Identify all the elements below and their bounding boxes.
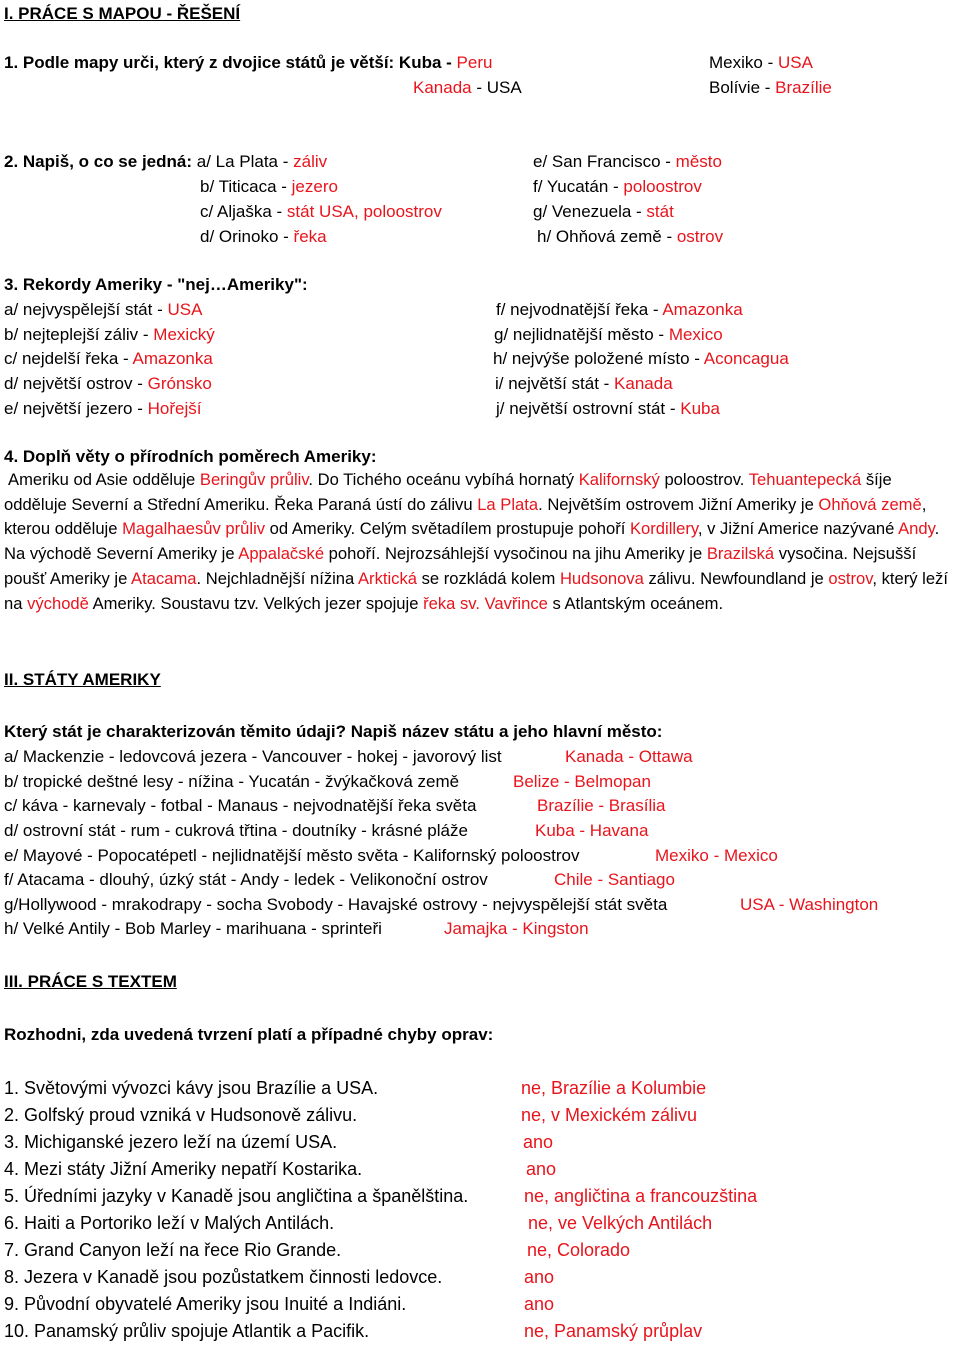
state-clue: h/ Velké Antily - Bob Marley - marihuana - sprinteři bbox=[4, 919, 382, 938]
q2-c-label: c/ Aljaška - bbox=[200, 202, 287, 221]
q1-pair-3 bbox=[413, 77, 522, 99]
statement: 10. Panamský průliv spojuje Atlantik a Pacifik. bbox=[4, 1321, 370, 1341]
statement-answer: ano bbox=[526, 1159, 557, 1179]
state-answer: Jamajka - Kingston bbox=[444, 919, 589, 938]
q4-answer: Kordillery bbox=[629, 519, 698, 539]
q4-answer: Andy bbox=[898, 519, 935, 539]
q1-pair-4 bbox=[709, 77, 832, 99]
q1-pair-2-label: Mexiko - bbox=[709, 53, 778, 72]
q3-d-answer: Grónsko bbox=[147, 374, 212, 393]
q3-f-answer: Amazonka bbox=[662, 300, 743, 319]
q3-e-answer: Hořejší bbox=[147, 399, 202, 418]
q2-c-answer: stát USA, poloostrov bbox=[286, 202, 442, 221]
statement: 1. Světovými vývozci kávy jsou Brazílie a USA. bbox=[4, 1078, 379, 1098]
q1-line-1 bbox=[4, 52, 492, 74]
q3-a-label: a/ nejvyspělejší stát - bbox=[4, 300, 168, 319]
q2-line-e bbox=[533, 151, 722, 173]
q2-a-label: a/ La Plata - bbox=[196, 152, 294, 171]
state-clue: e/ Mayové - Popocatépetl - nejlidnatější město světa - Kalifornský poloostrov bbox=[4, 846, 580, 865]
statement: 4. Mezi státy Jižní Ameriky nepatří Kostarika. bbox=[4, 1159, 363, 1179]
q3-f bbox=[496, 299, 743, 321]
q3-b-answer: Mexický bbox=[153, 325, 215, 344]
q4-answer: Arktická bbox=[357, 568, 417, 588]
q4-text: vysočina. Nejsušší poušť Ameriky je bbox=[4, 544, 917, 588]
q3-j-answer: Kuba bbox=[680, 399, 720, 418]
q3-d bbox=[4, 373, 212, 395]
q1-pair-2 bbox=[709, 52, 813, 74]
q4-answer: Beringův průliv bbox=[199, 470, 309, 489]
q3-j-label: j/ největší ostrovní stát - bbox=[496, 399, 681, 418]
q3-h-label: h/ nejvýše položené místo - bbox=[493, 349, 704, 368]
q4-text: Ameriku od Asie odděluje bbox=[8, 470, 200, 489]
q2-a-answer: záliv bbox=[293, 152, 328, 171]
q4-text: šíje odděluje Severní a Střední Ameriku. Řeka Paraná ústí do zálivu bbox=[4, 470, 892, 514]
q4-title: 4. Doplň věty o přírodních poměrech Ameriky: bbox=[4, 447, 377, 466]
q2-line-h bbox=[537, 226, 723, 248]
section-2-title: II. STÁTY AMERIKY bbox=[4, 670, 161, 689]
statement-answer: ne, ve Velkých Antilách bbox=[528, 1213, 713, 1233]
statement-answer: ano bbox=[523, 1132, 554, 1152]
q2-g-label: g/ Venezuela - bbox=[533, 202, 647, 221]
statement: 6. Haiti a Portoriko leží v Malých Antilách. bbox=[4, 1213, 335, 1233]
q2-e-label: e/ San Francisco - bbox=[533, 152, 676, 171]
q4-answer: Tehuantepecká bbox=[748, 470, 862, 489]
statement: 2. Golfský proud vzniká v Hudsonově zálivu. bbox=[4, 1105, 358, 1125]
statement: 8. Jezera v Kanadě jsou pozůstatkem činnosti ledovce. bbox=[4, 1267, 443, 1287]
q3-c-label: c/ nejdelší řeka - bbox=[4, 349, 133, 368]
q3-a bbox=[4, 299, 202, 321]
statement-answer: ne, angličtina a francouzština bbox=[524, 1186, 758, 1206]
statement-answer: ne, Brazílie a Kolumbie bbox=[521, 1078, 707, 1098]
q3-g-label: g/ nejlidnatější město - bbox=[494, 325, 669, 344]
q2-b-label: b/ Titicaca - bbox=[200, 177, 292, 196]
q2-line-b bbox=[200, 176, 338, 198]
q4-answer: ostrov bbox=[828, 568, 873, 588]
state-clue: c/ káva - karnevaly - fotbal - Manaus - nejvodnatější řeka světa bbox=[4, 796, 477, 815]
statement-answer: ne, v Mexickém zálivu bbox=[521, 1105, 698, 1125]
q2-h-label: h/ Ohňová země - bbox=[537, 227, 677, 246]
q4-answer: řeka sv. Vavřince bbox=[423, 593, 548, 613]
q4-text: , kterou odděluje bbox=[4, 494, 927, 539]
q3-h-answer: Aconcagua bbox=[703, 349, 789, 368]
section-3-prompt: Rozhodni, zda uvedená tvrzení platí a případné chyby oprav: bbox=[4, 1025, 494, 1044]
q1-answer-4: Brazílie bbox=[775, 78, 832, 97]
state-answer: Mexiko - Mexico bbox=[655, 846, 778, 865]
q4-answer: Appalačské bbox=[238, 544, 325, 564]
q1-answer-1: Peru bbox=[456, 53, 493, 72]
statement-answer: ano bbox=[524, 1267, 555, 1287]
q4-answer: Brazilská bbox=[706, 544, 775, 564]
q4-text: . Nejchladnější nížina bbox=[196, 568, 358, 588]
state-clue: f/ Atacama - dlouhý, úzký stát - Andy - ledek - Velikonoční ostrov bbox=[4, 870, 488, 889]
q4-text: s Atlantským oceánem. bbox=[547, 593, 724, 613]
statement: 3. Michiganské jezero leží na území USA. bbox=[4, 1132, 338, 1152]
statement-answer: ne, Colorado bbox=[527, 1240, 631, 1260]
q2-d-label: d/ Orinoko - bbox=[200, 227, 294, 246]
statement: 9. Původní obyvatelé Ameriky jsou Inuité a Indiáni. bbox=[4, 1294, 407, 1314]
q3-i-label: i/ největší stát - bbox=[495, 374, 615, 393]
q3-g-answer: Mexico bbox=[668, 325, 723, 344]
q4-text: . Na východě Severní Ameriky je bbox=[4, 519, 940, 564]
state-answer: Brazílie - Brasília bbox=[537, 796, 666, 815]
q4-answer: La Plata bbox=[477, 494, 539, 514]
q1-answer-2: USA bbox=[777, 53, 813, 72]
q4-text: se rozkládá kolem bbox=[416, 568, 560, 588]
q4-answer: východě bbox=[27, 593, 89, 613]
q4-text: zálivu. Newfoundland je bbox=[643, 568, 829, 588]
statement: 5. Úředními jazyky v Kanadě jsou angličtina a španělština. bbox=[4, 1186, 469, 1206]
q1-answer-3: Kanada bbox=[413, 78, 472, 97]
q4-text: od Ameriky. Celým světadílem prostupuje pohoří bbox=[265, 519, 630, 539]
q3-h bbox=[493, 348, 789, 370]
q4-text: pohoří. Nejrozsáhlejší vysočinou na jihu Ameriky je bbox=[324, 544, 707, 564]
q3-i bbox=[495, 373, 673, 395]
q2-line-a bbox=[4, 151, 327, 173]
section-2-prompt: Který stát je charakterizován těmito údaji? Napiš název státu a jeho hlavní město: bbox=[4, 722, 663, 741]
state-clue: b/ tropické deštné lesy - nížina - Yucatán - žvýkačková země bbox=[4, 772, 460, 791]
q3-c bbox=[4, 348, 213, 370]
q3-i-answer: Kanada bbox=[614, 374, 673, 393]
q4-answer: Magalhaesův průliv bbox=[122, 519, 266, 539]
q2-line-c bbox=[200, 201, 442, 223]
statement: 7. Grand Canyon leží na řece Rio Grande. bbox=[4, 1240, 342, 1260]
q2-line-g bbox=[533, 201, 674, 223]
q2-f-answer: poloostrov bbox=[623, 177, 702, 196]
q1-pair-4-label: Bolívie - bbox=[709, 78, 776, 97]
q4-answer: Kalifornský bbox=[578, 470, 660, 489]
q3-e-label: e/ největší jezero - bbox=[4, 399, 148, 418]
state-answer: Chile - Santiago bbox=[554, 870, 675, 889]
q4-text: poloostrov. bbox=[659, 470, 749, 489]
state-answer: Belize - Belmopan bbox=[513, 772, 651, 791]
q2-e-answer: město bbox=[675, 152, 722, 171]
q3-b-label: b/ nejteplejší záliv - bbox=[4, 325, 154, 344]
q2-line-d bbox=[200, 226, 327, 248]
section-3-title: III. PRÁCE S TEXTEM bbox=[4, 972, 177, 991]
q3-b bbox=[4, 324, 215, 346]
state-answer: Kuba - Havana bbox=[535, 821, 649, 840]
q3-a-answer: USA bbox=[167, 300, 203, 319]
q3-g bbox=[494, 324, 723, 346]
q1-pair-3-rest: - USA bbox=[471, 78, 522, 97]
q2-b-answer: jezero bbox=[291, 177, 338, 196]
state-answer: Kanada - Ottawa bbox=[565, 747, 693, 766]
q3-e bbox=[4, 398, 201, 420]
q2-prompt: 2. Napiš, o co se jedná: bbox=[4, 152, 197, 171]
q2-d-answer: řeka bbox=[293, 227, 327, 246]
q4-answer: Ohňová země bbox=[818, 494, 922, 514]
state-clue: a/ Mackenzie - ledovcová jezera - Vancouver - hokej - javorový list bbox=[4, 747, 502, 766]
q3-c-answer: Amazonka bbox=[132, 349, 213, 368]
q4-answer: Hudsonova bbox=[559, 568, 644, 588]
q4-text: . Největším ostrovem Jižní Ameriky je bbox=[538, 494, 819, 514]
state-clue: d/ ostrovní stát - rum - cukrová třtina - doutníky - krásné pláže bbox=[4, 821, 468, 840]
q3-d-label: d/ největší ostrov - bbox=[4, 374, 148, 393]
q4-text: , který leží na bbox=[4, 568, 948, 613]
state-clue: g/Hollywood - mrakodrapy - socha Svobody - Havajské ostrovy - nejvyspělejší stát světa bbox=[4, 895, 668, 914]
q2-line-f bbox=[533, 176, 702, 198]
q3-j bbox=[496, 398, 720, 420]
q4-answer: Atacama bbox=[131, 568, 197, 588]
q4-text: . Do Tichého oceánu vybíhá hornatý bbox=[308, 470, 579, 489]
q4-text: , v Jižní Americe nazývané bbox=[697, 519, 899, 539]
q4-text: Ameriky. Soustavu tzv. Velkých jezer spojuje bbox=[88, 593, 424, 613]
q2-g-answer: stát bbox=[646, 202, 674, 221]
q2-h-answer: ostrov bbox=[676, 227, 724, 246]
q3-f-label: f/ nejvodnatější řeka - bbox=[496, 300, 663, 319]
q1-prompt: 1. Podle mapy urči, který z dvojice států je větší: Kuba - bbox=[4, 53, 457, 72]
q4-paragraph bbox=[4, 468, 959, 616]
statement-answer: ne, Panamský průplav bbox=[524, 1321, 703, 1341]
q3-title: 3. Rekordy Ameriky - "nej…Ameriky": bbox=[4, 275, 308, 294]
state-answer: USA - Washington bbox=[740, 895, 879, 914]
section-1-title: I. PRÁCE S MAPOU - ŘEŠENÍ bbox=[4, 4, 241, 23]
q2-f-label: f/ Yucatán - bbox=[533, 177, 624, 196]
statement-answer: ano bbox=[524, 1294, 555, 1314]
